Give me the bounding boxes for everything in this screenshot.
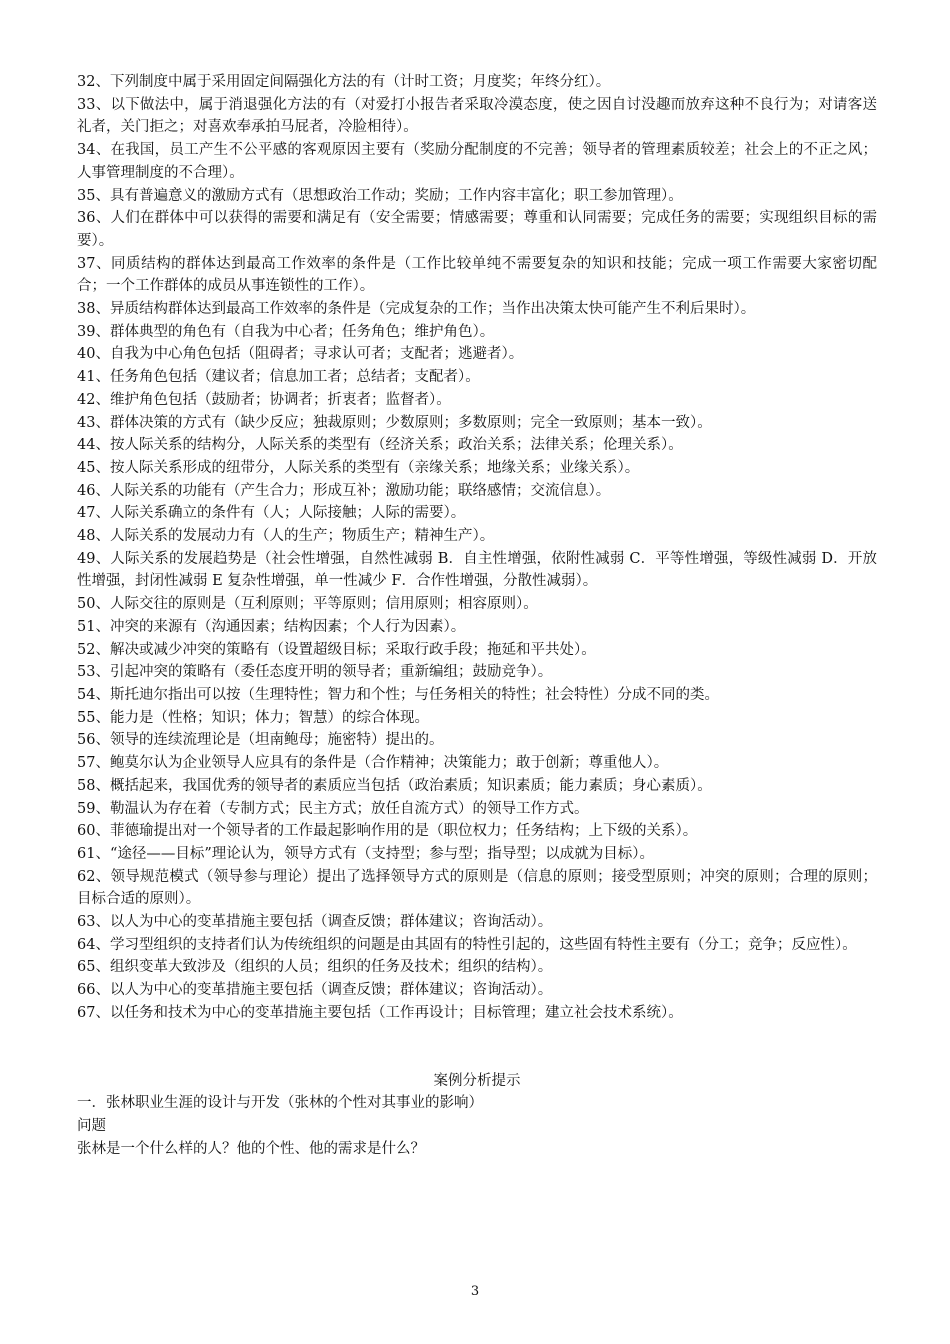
list-item: 56、领导的连续流理论是（坦南鲍母；施密特）提出的。 (77, 732, 444, 749)
list-item: 51、冲突的来源有（沟通因素；结构因素；个人行为因素）。 (77, 618, 466, 635)
section-gap (77, 1025, 877, 1070)
case-question: 张林是一个什么样的人？他的个性、他的需求是什么？ (77, 1140, 425, 1157)
list-item: 54、斯托迪尔指出可以按（生理特性；智力和个性；与任务相关的特性；社会特性）分成不同的类。 (77, 686, 719, 703)
list-item: 38、异质结构群体达到最高工作效率的条件是（完成复杂的工作；当作出决策太快可能产生不利后果时）。 (77, 301, 756, 318)
list-item: 57、鲍莫尔认为企业领导人应具有的条件是（合作精神；决策能力；敢于创新；尊重他人）。 (77, 755, 669, 772)
list-item: 36、人们在群体中可以获得的需要和满足有（安全需要；情感需要；尊重和认同需要；完成任务的需要；实现组织目标的需要）。 (77, 210, 877, 249)
list-item: 58、概括起来，我国优秀的领导者的素质应当包括（政治素质；知识素质；能力素质；身心素质）。 (77, 777, 712, 794)
list-item: 67、以任务和技术为中心的变革措施主要包括（工作再设计；目标管理；建立社会技术系统）。 (77, 1004, 683, 1021)
list-item: 43、群体决策的方式有（缺少反应；独裁原则；少数原则；多数原则；完全一致原则；基本一致）。 (77, 414, 712, 431)
list-item: 55、能力是（性格；知识；体力；智慧）的综合体现。 (77, 709, 429, 726)
list-item: 41、任务角色包括（建议者；信息加工者；总结者；支配者）。 (77, 369, 480, 386)
list-item: 47、人际关系确立的条件有（人；人际接触；人际的需要）。 (77, 505, 466, 522)
case-question-label: 问题 (77, 1117, 106, 1134)
list-item: 61、“途径——目标”理论认为，领导方式有（支持型；参与型；指导型；以成就为目标）。 (77, 845, 655, 862)
list-item: 65、组织变革大致涉及（组织的人员；组织的任务及技术；组织的结构）。 (77, 959, 553, 976)
list-item: 40、自我为中心角色包括（阻碍者；寻求认可者；支配者；逃避者）。 (77, 346, 524, 363)
page-number: 3 (470, 1284, 480, 1299)
list-item: 48、人际关系的发展动力有（人的生产；物质生产；精神生产）。 (77, 528, 495, 545)
document-body (77, 71, 877, 1160)
list-item: 62、领导规范模式（领导参与理论）提出了选择领导方式的原则是（信息的原则；接受型原则；冲突的原则；合理的原则；目标合适的原则）。 (77, 868, 877, 908)
list-item: 64、学习型组织的支持者们认为传统组织的问题是由其固有的特性引起的，这些固有特性主要有（分工；竞争；反应性）。 (77, 936, 857, 953)
answer-list (77, 71, 877, 1025)
list-item: 60、菲德瑜提出对一个领导者的工作最起影响作用的是（职位权力；任务结构；上下级的关系）。 (77, 823, 698, 840)
list-item: 42、维护角色包括（鼓励者；协调者；折衷者；监督者）。 (77, 391, 451, 408)
list-item: 35、具有普遍意义的激励方式有（思想政治工作动；奖励；工作内容丰富化；职工参加管理）。 (77, 187, 683, 204)
list-item: 46、人际关系的功能有（产生合力；形成互补；激励功能；联络感情；交流信息）。 (77, 482, 611, 499)
list-item: 34、在我国，员工产生不公平感的客观原因主要有（奖励分配制度的不完善；领导者的管理素质较差；社会上的不正之风；人事管理制度的不合理）。 (77, 142, 877, 181)
list-item: 33、以下做法中，属于消退强化方法的有（对爱打小报告者采取冷漠态度，使之因自讨没趣而放弃这种不良行为；对请客送礼者，关门拒之；对喜欢奉承拍马屁者，冷脸相待）。 (77, 96, 877, 136)
list-item: 39、群体典型的角色有（自我为中心者；任务角色；维护角色）。 (77, 323, 495, 340)
case-heading: 案例分析提示 (433, 1072, 521, 1089)
list-item: 53、引起冲突的策略有（委任态度开明的领导者；重新编组；鼓励竞争）。 (77, 664, 553, 681)
case-title: 一．张林职业生涯的设计与开发（张林的个性对其事业的影响） (77, 1095, 483, 1112)
list-item: 50、人际交往的原则是（互利原则；平等原则；信用原则；相容原则）。 (77, 596, 538, 613)
list-item: 45、按人际关系形成的纽带分，人际关系的类型有（亲缘关系；地缘关系；业缘关系）。 (77, 459, 640, 476)
list-item: 32、下列制度中属于采用固定间隔强化方法的有（计时工资；月度奖；年终分红）。 (77, 74, 611, 90)
list-item: 44、按人际关系的结构分，人际关系的类型有（经济关系；政治关系；法律关系；伦理关系）。 (77, 437, 683, 454)
list-item: 49、人际关系的发展趋势是（社会性增强，自然性减弱 B．自主性增强，依附性减弱 C．平等性增强，等级性减弱 D．开放性增强，封闭性减弱 E 复杂性增强，单一性减少 F．合作性增强，分散性减弱）。 (77, 550, 877, 590)
list-item: 37、同质结构的群体达到最高工作效率的条件是（工作比较单纯不需要复杂的知识和技能；完成一项工作需要大家密切配合；一个工作群体的成员从事连锁性的工作）。 (77, 255, 877, 295)
list-item: 52、解决或减少冲突的策略有（设置超级目标；采取行政手段；拖延和平共处）。 (77, 641, 596, 658)
list-item: 66、以人为中心的变革措施主要包括（调查反馈；群体建议；咨询活动）。 (77, 982, 553, 999)
list-item: 63、以人为中心的变革措施主要包括（调查反馈；群体建议；咨询活动）。 (77, 914, 553, 931)
list-item: 59、勒温认为存在着（专制方式；民主方式；放任自流方式）的领导工作方式。 (77, 800, 589, 817)
